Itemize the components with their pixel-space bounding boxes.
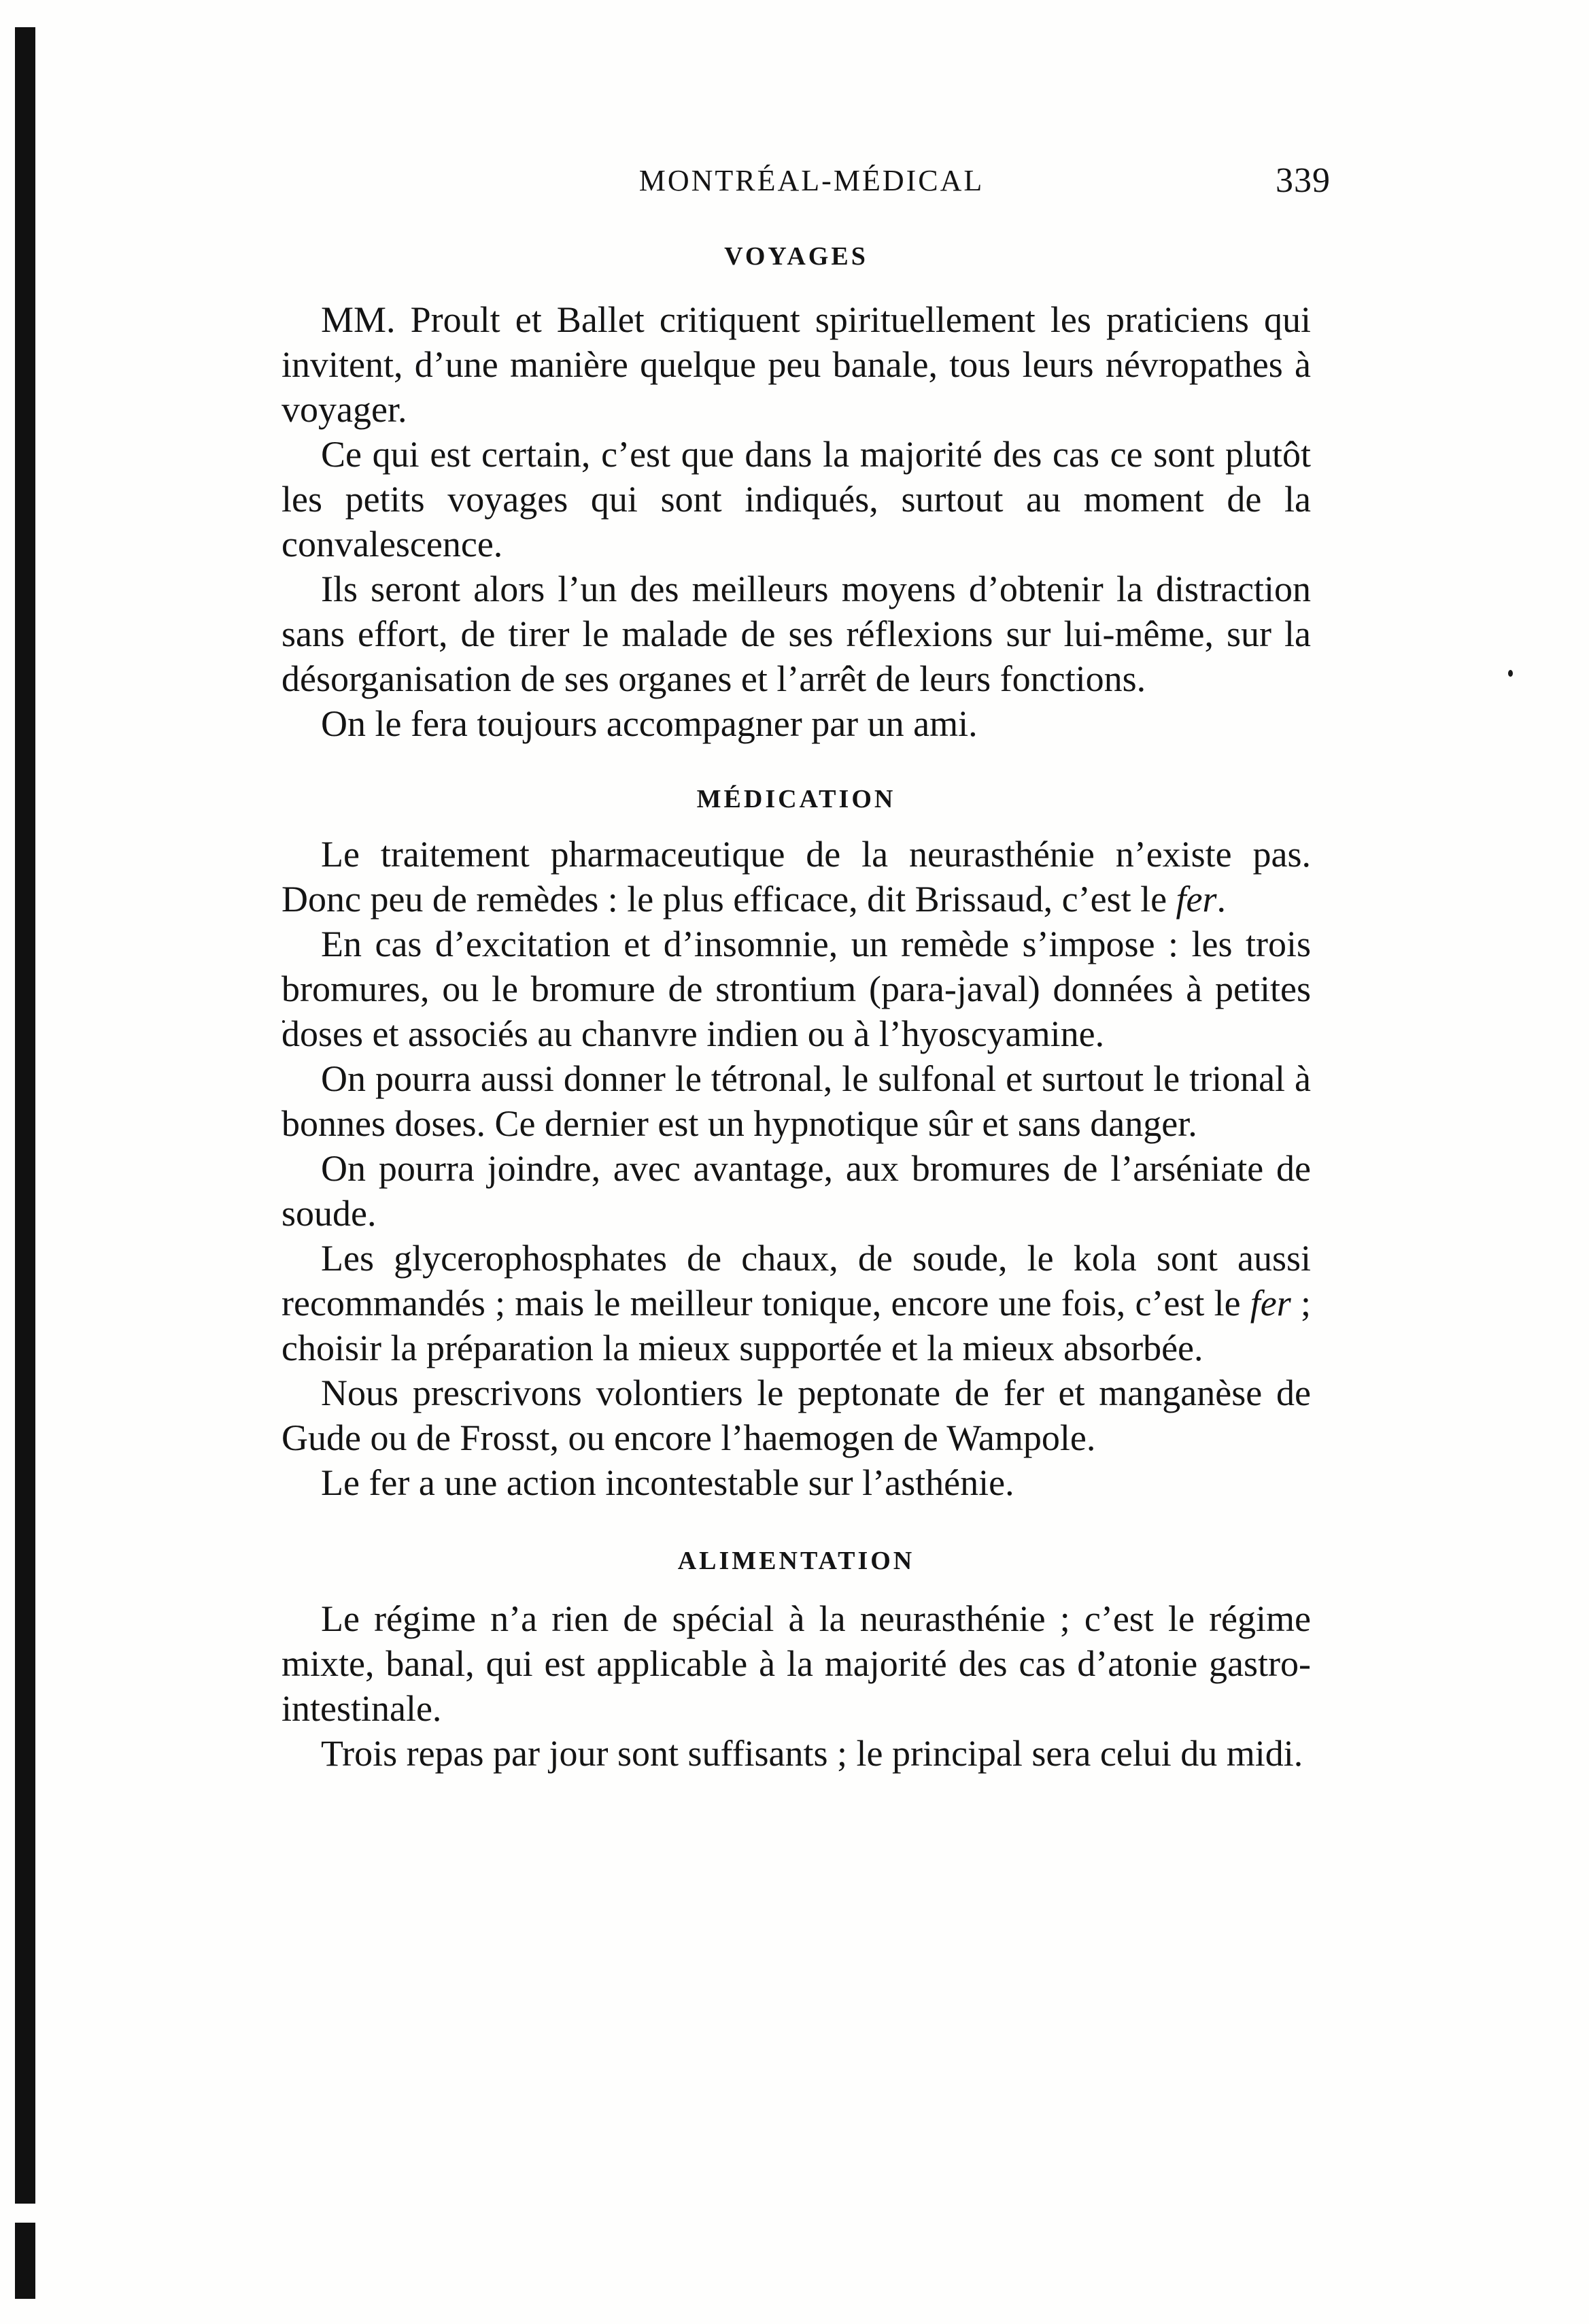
paragraph: On le fera toujours accompagner par un ami. [321, 703, 978, 744]
paragraph: Les glycerophosphates de chaux, de soude, le kola sont aussi recommandés ; mais le meilleur tonique, encore une fois, c’est le fer ; choisir la préparation la mieux supportée et la mieux absorbée. [281, 1238, 1311, 1368]
paragraph: Ils seront alors l’un des meilleurs moyens d’obtenir la distraction sans effort, de tirer le malade de ses réflexions sur lui-même, sur la désorganisation de ses organes et l’arrêt de leurs fonctions. [281, 569, 1311, 699]
binding-gap [15, 2204, 35, 2223]
paragraph: Le régime n’a rien de spécial à la neurasthénie ; c’est le régime mixte, banal, qui est applicable à la majorité des cas d’atonie gastro-intestinale. [281, 1598, 1311, 1729]
paragraph: Nous prescrivons volontiers le peptonate de fer et manganèse de Gude ou de Frosst, ou encore l’haemogen de Wampole. [281, 1372, 1311, 1458]
emphasis: fer [1250, 1283, 1291, 1324]
paragraph: Trois repas par jour sont suffisants ; le principal sera celui du midi. [321, 1733, 1303, 1774]
section-heading-alimentation: ALIMENTATION [677, 1547, 915, 1575]
section-heading-medication: MÉDICATION [696, 785, 896, 813]
section-heading-voyages: VOYAGES [724, 242, 868, 271]
running-head [292, 163, 1331, 204]
running-title: MONTRÉAL-MÉDICAL [638, 164, 985, 197]
paragraph: En cas d’excitation et d’insomnie, un remède s’impose : les trois bromures, ou le bromure de strontium (para-javal) données à petites doses et associés au chanvre indien ou à l’hyoscyamine. [281, 924, 1311, 1054]
paragraph: Le fer a une action incontestable sur l’asthénie. [321, 1462, 1014, 1503]
emphasis: fer [1176, 879, 1217, 920]
paragraph: On pourra aussi donner le tétronal, le sulfonal et surtout le trional à bonnes doses. Ce dernier est un hypnotique sûr et sans danger. [281, 1058, 1311, 1144]
page-number: 339 [1276, 161, 1331, 200]
stray-ink-mark [1508, 670, 1513, 677]
binding-strip [15, 27, 35, 2299]
paragraph: On pourra joindre, avec avantage, aux bromures de l’arséniate de soude. [281, 1148, 1311, 1234]
paragraph: MM. Proult et Ballet critiquent spirituellement les praticiens qui invitent, d’une manière quelque peu banale, tous leurs névropathes à voyager. [281, 299, 1311, 430]
text-block [281, 241, 1311, 1776]
paragraph: Ce qui est certain, c’est que dans la majorité des cas ce sont plutôt les petits voyages qui sont indiqués, surtout au moment de la convalescence. [281, 434, 1311, 565]
binding-edge [0, 0, 68, 2324]
paragraph: Le traitement pharmaceutique de la neurasthénie n’existe pas. Donc peu de remèdes : le plus efficace, dit Brissaud, c’est le fer. [281, 834, 1311, 920]
